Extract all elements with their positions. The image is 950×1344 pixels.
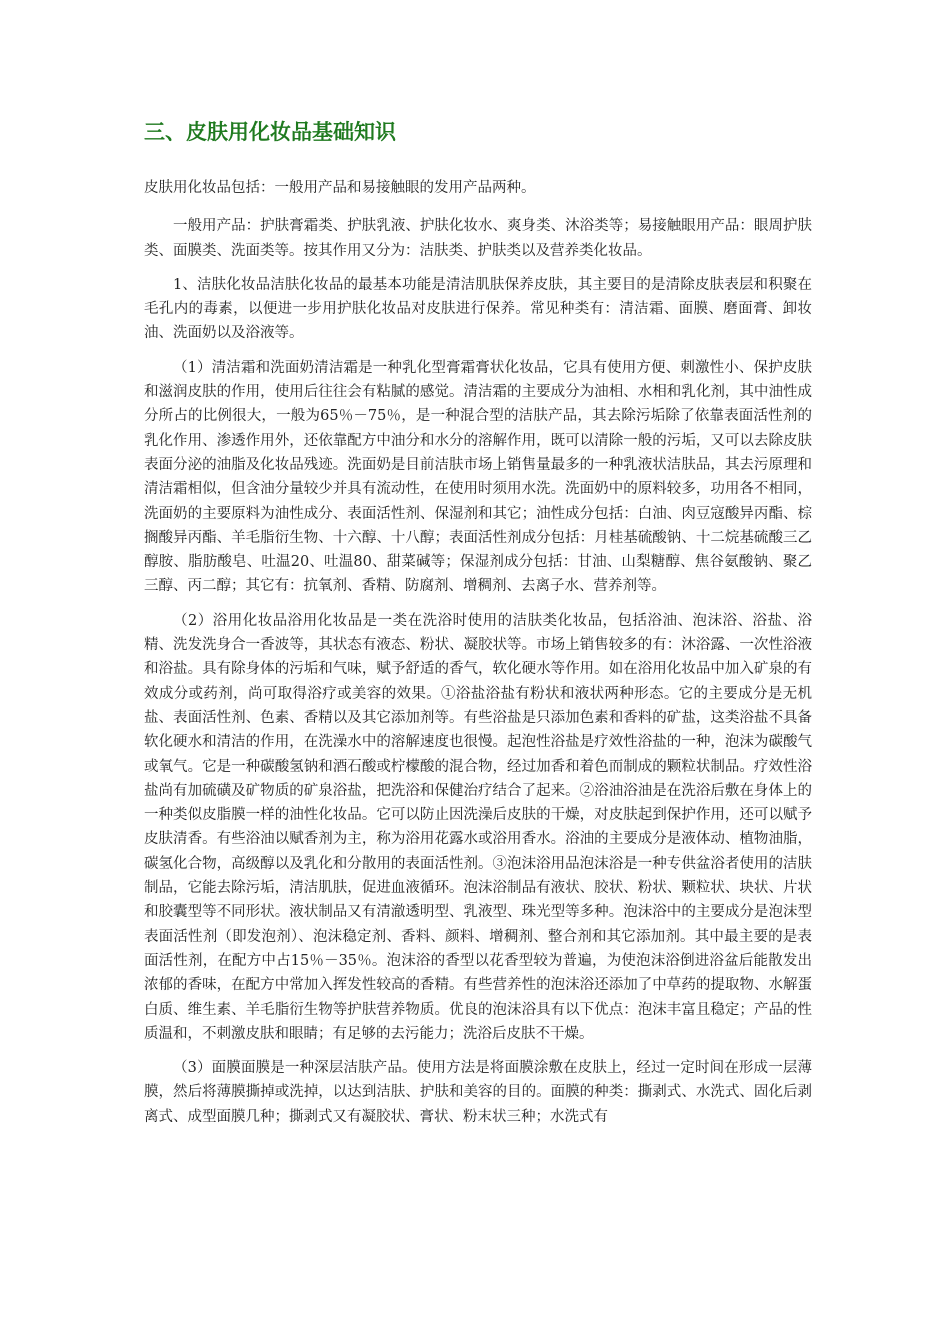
paragraph-product-types: 一般用产品：护肤膏霜类、护肤乳液、护肤化妆水、爽身类、沐浴类等；易接触眼用产品：眼周护肤类、面膜类、洗面类等。按其作用又分为：洁肤类、护肤类以及营养类化妆品。 bbox=[144, 218, 812, 259]
paragraph-face-mask: （3）面膜面膜是一种深层洁肤产品。使用方法是将面膜涂敷在皮肤上，经过一定时间在形成一层薄膜，然后将薄膜撕掉或洗掉，以达到洁肤、护肤和美容的目的。面膜的种类：撕剥式、水洗式、固化后剥离式、成型面膜几种；撕剥式又有凝胶状、膏状、粉末状三种；水洗式有 bbox=[144, 1060, 812, 1125]
document-body bbox=[144, 112, 812, 1139]
section-title: 三、皮肤用化妆品基础知识 bbox=[144, 120, 396, 144]
paragraph-cleansing-cosmetics: 1、洁肤化妆品洁肤化妆品的最基本功能是清洁肌肤保养皮肤，其主要目的是清除皮肤表层和积聚在毛孔内的毒素，以便进一步用护肤化妆品对皮肤进行保养。常见种类有：清洁霜、面膜、磨面膏、卸妆油、洗面奶以及浴液等。 bbox=[144, 276, 812, 342]
paragraph-cleansing-cream: （1）清洁霜和洗面奶清洁霜是一种乳化型膏霜膏状化妆品，它具有使用方便、刺激性小、保护皮肤和滋润皮肤的作用，使用后往往会有粘腻的感觉。清洁霜的主要成分为油相、水相和乳化剂，其中油性成分所占的比例很大，一般为65％－75％，是一种混合型的洁肤产品，其去除污垢除了依靠表面活性剂的乳化作用、渗透作用外，还依靠配方中油分和水分的溶解作用，既可以清除一般的污垢，又可以去除皮肤表面分泌的油脂及化妆品残迹。洗面奶是目前洁肤市场上销售量最多的一种乳液状洁肤品，其去污原理和清洁霜相似，但含油分量较少并具有流动性，在使用时须用水洗。洗面奶中的原料较多，功用各不相同，洗面奶的主要原料为油性成分、表面活性剂、保湿剂和其它；油性成分包括：白油、肉豆寇酸异丙酯、棕搁酸异丙酯、羊毛脂衍生物、十六醇、十八醇；表面活性剂成分包括：月桂基硫酸钠、十二烷基硫酸三乙醇胺、脂肪酸皂、吐温20、吐温80、甜菜碱等；保湿剂成分包括：甘油、山梨糖醇、焦谷氨酸钠、聚乙三醇、丙二醇；其它有：抗氧剂、香精、防腐剂、增稠剂、去离子水、营养剂等。 bbox=[144, 359, 812, 595]
paragraph-intro: 皮肤用化妆品包括：一般用产品和易接触眼的发用产品两种。 bbox=[144, 180, 536, 196]
paragraph-bath-products: （2）浴用化妆品浴用化妆品是一类在洗浴时使用的洁肤类化妆品，包括浴油、泡沫浴、浴盐、浴精、洗发洗身合一香波等，其状态有液态、粉状、凝胶状等。市场上销售较多的有：沐浴露、一次性浴液和浴盐。具有除身体的污垢和气味，赋予舒适的香气，软化硬水等作用。如在浴用化妆品中加入矿泉的有效成分或药剂，尚可取得浴疗或美容的效果。①浴盐浴盐有粉状和液状两种形态。它的主要成分是无机盐、表面活性剂、色素、香精以及其它添加剂等。有些浴盐是只添加色素和香料的矿盐，这类浴盐不具备软化硬水和清洁的作用，在洗澡水中的溶解速度也很慢。起泡性浴盐是疗效性浴盐的一种，泡沫为碳酸气或氧气。它是一种碳酸氢钠和酒石酸或柠檬酸的混合物，经过加香和着色而制成的颗粒状制品。疗效性浴盐尚有加硫磺及矿物质的矿泉浴盐，把洗浴和保健治疗结合了起来。②浴油浴油是在洗浴后敷在身体上的一种类似皮脂膜一样的油性化妆品。它可以防止因洗澡后皮肤的干燥，对皮肤起到保护作用，还可以赋予皮肤清香。有些浴油以赋香剂为主，称为浴用花露水或浴用香水。浴油的主要成分是液体动、植物油脂，碳氢化合物，高级醇以及乳化和分散用的表面活性剂。③泡沫浴用品泡沫浴是一种专供盆浴者使用的洁肤制品，它能去除污垢，清洁肌肤，促进血液循环。泡沫浴制品有液状、胶状、粉状、颗粒状、块状、片状和胶囊型等不同形状。液状制品又有清澈透明型、乳液型、珠光型等多种。泡沫浴中的主要成分是泡沫型表面活性剂（即发泡剂）、泡沫稳定剂、香料、颜料、增稠剂、整合剂和其它添加剂。其中最主要的是表面活性剂，在配方中占15％－35％。泡沫浴的香型以花香型较为普遍，为使泡沫浴倒进浴盆后能散发出浓郁的香味，在配方中常加入挥发性较高的香精。有些营养性的泡沫浴还添加了中草药的提取物、水解蛋白质、维生素、羊毛脂衍生物等护肤营养物质。优良的泡沫浴具有以下优点：泡沫丰富且稳定；产品的性质温和，不刺激皮肤和眼睛；有足够的去污能力；洗浴后皮肤不干燥。 bbox=[144, 612, 812, 1042]
